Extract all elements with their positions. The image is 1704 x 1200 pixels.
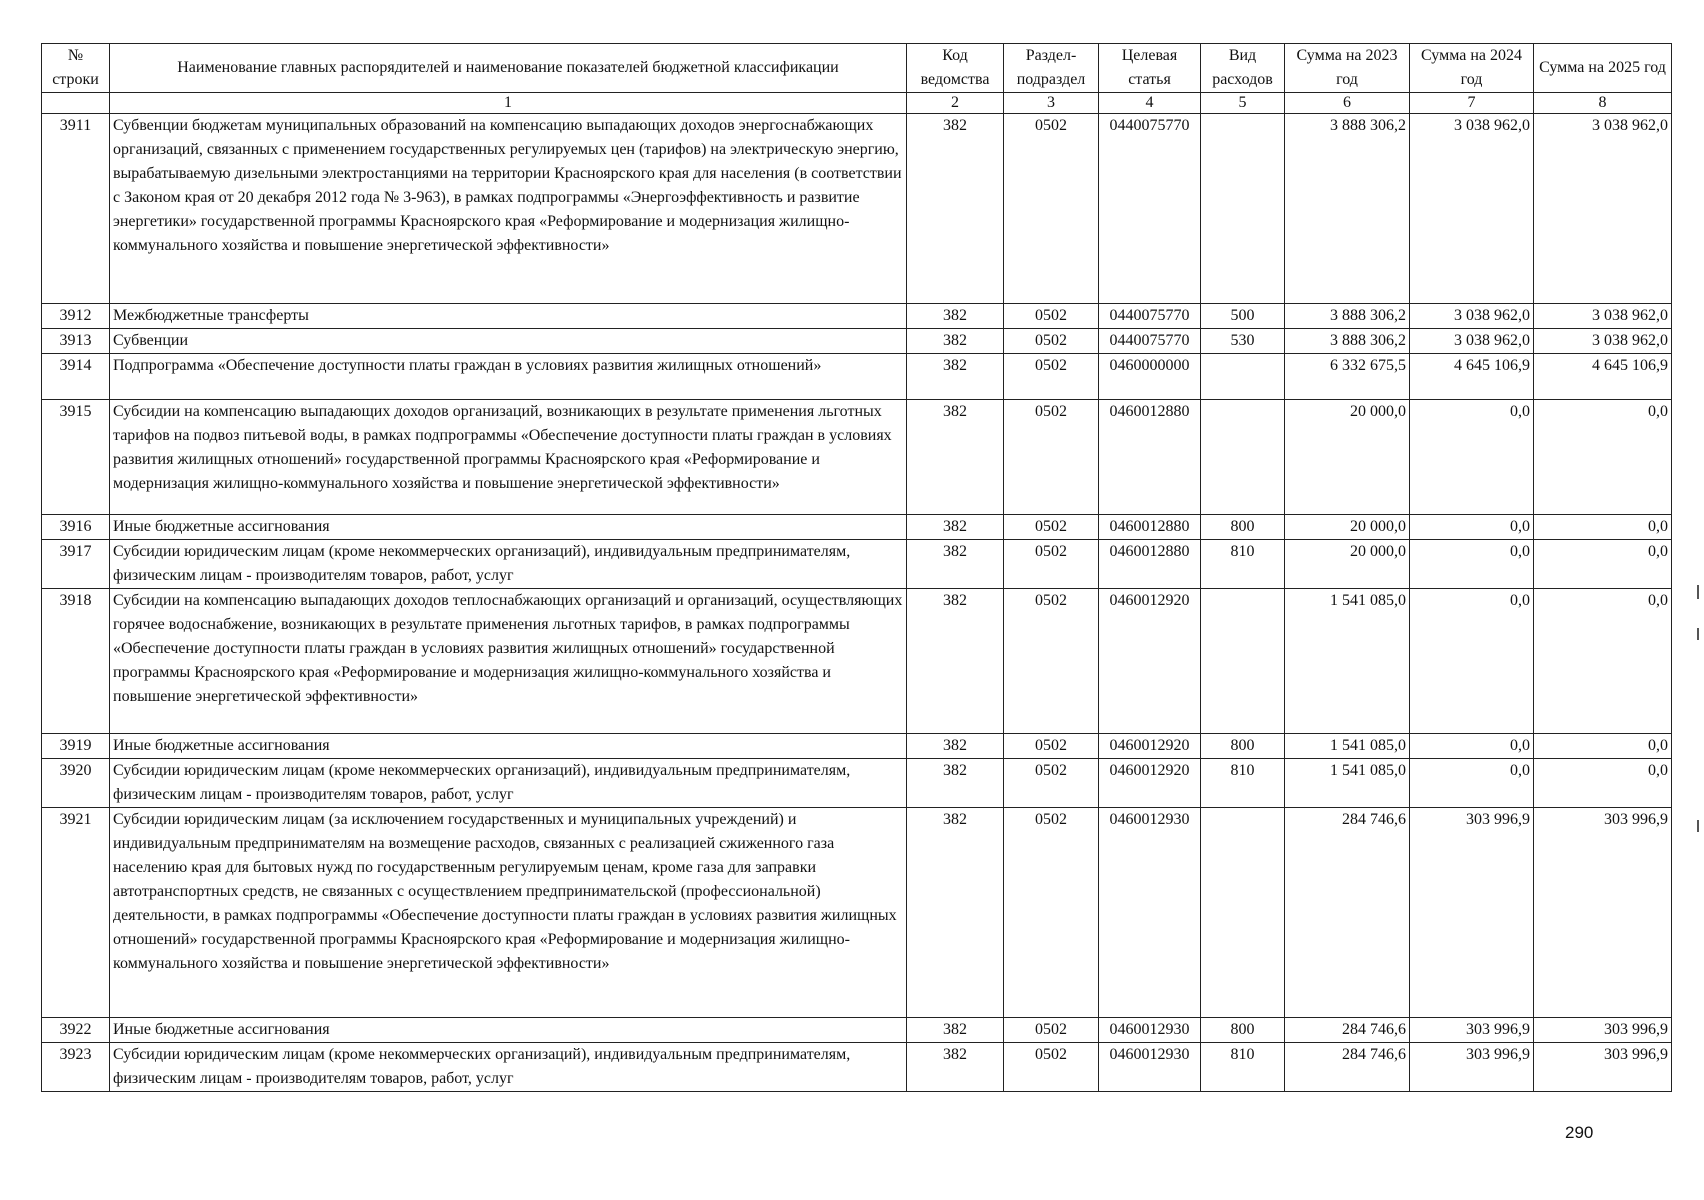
row-name: Субсидии юридическим лицам (кроме некоммерческих организаций), индивидуальным предпринимателям, физическим лицам - производителям товаров, работ, услуг [110,1043,907,1092]
row-section: 0502 [1004,329,1099,354]
row-sum-2023: 6 332 675,5 [1285,354,1410,400]
row-target: 0460012880 [1099,400,1201,515]
row-sum-2023: 1 541 085,0 [1285,759,1410,808]
row-code: 382 [907,329,1004,354]
row-type: 810 [1201,1043,1285,1092]
row-target: 0460000000 [1099,354,1201,400]
table-row [42,540,1672,589]
row-sum-2024: 0,0 [1410,589,1534,734]
row-target: 0460012920 [1099,759,1201,808]
row-code: 382 [907,114,1004,304]
table-row [42,1043,1672,1092]
row-name: Субсидии на компенсацию выпадающих доходов теплоснабжающих организаций и организаций, осуществляющих горячее водоснабжение, возникающих в результате применения льготных тарифов, в рамках подпрограммы «Обеспечение доступности платы граждан в условиях развития жилищных отношений» государственной программы Красноярского края «Реформирование и модернизация жилищно-коммунального хозяйства и повышение энергетической эффективности» [110,589,907,734]
header-sum-2023: Сумма на 2023 год [1285,44,1410,93]
header-row [42,44,1672,93]
row-sum-2025: 0,0 [1534,734,1672,759]
row-section: 0502 [1004,589,1099,734]
row-sum-2025: 0,0 [1534,759,1672,808]
row-code: 382 [907,304,1004,329]
row-name: Подпрограмма «Обеспечение доступности платы граждан в условиях развития жилищных отношений» [110,354,907,400]
row-sum-2024: 303 996,9 [1410,808,1534,1018]
row-code: 382 [907,589,1004,734]
header-type: Вид расходов [1201,44,1285,93]
row-code: 382 [907,354,1004,400]
row-target: 0460012930 [1099,1018,1201,1043]
row-sum-2023: 1 541 085,0 [1285,734,1410,759]
row-sum-2025: 303 996,9 [1534,1043,1672,1092]
col-num: 7 [1410,93,1534,114]
row-section: 0502 [1004,808,1099,1018]
row-number: 3922 [42,1018,110,1043]
col-num: 3 [1004,93,1099,114]
row-code: 382 [907,515,1004,540]
row-number: 3918 [42,589,110,734]
row-number: 3911 [42,114,110,304]
row-target: 0460012930 [1099,808,1201,1018]
row-sum-2023: 20 000,0 [1285,515,1410,540]
row-name: Субсидии юридическим лицам (кроме некоммерческих организаций), индивидуальным предпринимателям, физическим лицам - производителям товаров, работ, услуг [110,540,907,589]
row-sum-2023: 284 746,6 [1285,808,1410,1018]
row-name: Субсидии юридическим лицам (кроме некоммерческих организаций), индивидуальным предпринимателям, физическим лицам - производителям товаров, работ, услуг [110,759,907,808]
table-row [42,515,1672,540]
row-target: 0460012930 [1099,1043,1201,1092]
row-sum-2023: 284 746,6 [1285,1018,1410,1043]
header-sum-2024: Сумма на 2024 год [1410,44,1534,93]
row-number: 3920 [42,759,110,808]
row-sum-2024: 3 038 962,0 [1410,304,1534,329]
row-number: 3921 [42,808,110,1018]
table-row [42,759,1672,808]
row-section: 0502 [1004,304,1099,329]
table-row [42,114,1672,304]
row-section: 0502 [1004,540,1099,589]
row-name: Субсидии юридическим лицам (за исключением государственных и муниципальных учреждений) и индивидуальным предпринимателям на возмещение расходов, связанных с реализацией сжиженного газа населению края для бытовых нужд по государственным регулируемым ценам, кроме газа для заправки автотранспортных средств, не связанных с осуществлением предпринимательской (профессиональной) деятельности, в рамках подпрограммы «Обеспечение доступности платы граждан в условиях развития жилищных отношений» государственной программы Красноярского края «Реформирование и модернизация жилищно-коммунального хозяйства и повышение энергетической эффективности» [110,808,907,1018]
column-number-row [42,93,1672,114]
row-number: 3916 [42,515,110,540]
row-type: 800 [1201,1018,1285,1043]
row-number: 3919 [42,734,110,759]
table-row [42,354,1672,400]
scan-edge-mark [1697,585,1699,599]
row-sum-2024: 0,0 [1410,515,1534,540]
budget-document [41,43,1672,1092]
row-sum-2024: 0,0 [1410,540,1534,589]
table-row [42,400,1672,515]
row-target: 0460012880 [1099,540,1201,589]
row-number: 3914 [42,354,110,400]
row-code: 382 [907,400,1004,515]
row-section: 0502 [1004,1018,1099,1043]
row-target: 0440075770 [1099,114,1201,304]
row-sum-2024: 0,0 [1410,734,1534,759]
row-code: 382 [907,808,1004,1018]
row-number: 3917 [42,540,110,589]
row-type [1201,589,1285,734]
table-row [42,808,1672,1018]
row-target: 0460012920 [1099,734,1201,759]
header-sum-2025: Сумма на 2025 год [1534,44,1672,93]
row-sum-2024: 3 038 962,0 [1410,329,1534,354]
row-sum-2023: 3 888 306,2 [1285,304,1410,329]
row-name: Иные бюджетные ассигнования [110,1018,907,1043]
row-sum-2024: 0,0 [1410,759,1534,808]
row-sum-2025: 4 645 106,9 [1534,354,1672,400]
row-sum-2023: 20 000,0 [1285,540,1410,589]
row-number: 3923 [42,1043,110,1092]
row-type [1201,808,1285,1018]
col-num: 6 [1285,93,1410,114]
row-sum-2025: 303 996,9 [1534,1018,1672,1043]
row-code: 382 [907,734,1004,759]
row-number: 3915 [42,400,110,515]
row-sum-2024: 303 996,9 [1410,1018,1534,1043]
row-sum-2025: 0,0 [1534,400,1672,515]
row-sum-2024: 0,0 [1410,400,1534,515]
row-type: 500 [1201,304,1285,329]
row-name: Межбюджетные трансферты [110,304,907,329]
row-type [1201,114,1285,304]
row-code: 382 [907,759,1004,808]
row-type [1201,354,1285,400]
row-name: Иные бюджетные ассигнования [110,734,907,759]
row-sum-2025: 3 038 962,0 [1534,329,1672,354]
row-target: 0460012920 [1099,589,1201,734]
row-code: 382 [907,1018,1004,1043]
row-section: 0502 [1004,759,1099,808]
row-number: 3912 [42,304,110,329]
row-target: 0460012880 [1099,515,1201,540]
scan-edge-mark [1697,820,1699,832]
row-sum-2025: 0,0 [1534,589,1672,734]
header-code: Код ведомства [907,44,1004,93]
row-sum-2023: 1 541 085,0 [1285,589,1410,734]
row-section: 0502 [1004,400,1099,515]
budget-table [41,43,1672,1092]
row-name: Субсидии на компенсацию выпадающих доходов организаций, возникающих в результате применения льготных тарифов на подвоз питьевой воды, в рамках подпрограммы «Обеспечение доступности платы граждан в условиях развития жилищных отношений» государственной программы Красноярского края «Реформирование и модернизация жилищно-коммунального хозяйства и повышение энергетической эффективности» [110,400,907,515]
row-code: 382 [907,1043,1004,1092]
table-row [42,329,1672,354]
row-number: 3913 [42,329,110,354]
row-section: 0502 [1004,515,1099,540]
col-num: 1 [110,93,907,114]
row-target: 0440075770 [1099,304,1201,329]
header-section: Раздел-подраздел [1004,44,1099,93]
row-sum-2023: 3 888 306,2 [1285,114,1410,304]
page-number: 290 [1565,1123,1594,1142]
row-name: Субвенции бюджетам муниципальных образований на компенсацию выпадающих доходов энергоснабжающих организаций, связанных с применением государственных регулируемых цен (тарифов) на электрическую энергию, вырабатываемую дизельными электростанциями на территории Красноярского края для населения (в соответствии с Законом края от 20 декабря 2012 года № 3-963), в рамках подпрограммы «Энергоэффективность и развитие энергетики» государственной программы Красноярского края «Реформирование и модернизация жилищно-коммунального хозяйства и повышение энергетической эффективности» [110,114,907,304]
row-sum-2024: 4 645 106,9 [1410,354,1534,400]
table-row [42,1018,1672,1043]
row-section: 0502 [1004,354,1099,400]
row-sum-2024: 303 996,9 [1410,1043,1534,1092]
row-target: 0440075770 [1099,329,1201,354]
col-num: 5 [1201,93,1285,114]
scan-edge-mark [1697,628,1699,640]
row-section: 0502 [1004,114,1099,304]
header-row-no: № строки [42,44,110,93]
row-sum-2025: 303 996,9 [1534,808,1672,1018]
table-row [42,589,1672,734]
row-type: 800 [1201,734,1285,759]
row-type: 530 [1201,329,1285,354]
row-sum-2025: 3 038 962,0 [1534,114,1672,304]
row-name: Субвенции [110,329,907,354]
row-sum-2025: 3 038 962,0 [1534,304,1672,329]
row-type: 810 [1201,759,1285,808]
row-name: Иные бюджетные ассигнования [110,515,907,540]
row-sum-2023: 284 746,6 [1285,1043,1410,1092]
row-sum-2024: 3 038 962,0 [1410,114,1534,304]
col-num: 2 [907,93,1004,114]
row-section: 0502 [1004,734,1099,759]
table-row [42,304,1672,329]
row-section: 0502 [1004,1043,1099,1092]
row-sum-2025: 0,0 [1534,515,1672,540]
row-code: 382 [907,540,1004,589]
row-sum-2023: 20 000,0 [1285,400,1410,515]
row-type [1201,400,1285,515]
row-sum-2025: 0,0 [1534,540,1672,589]
row-sum-2023: 3 888 306,2 [1285,329,1410,354]
table-row [42,734,1672,759]
row-type: 810 [1201,540,1285,589]
col-num: 8 [1534,93,1672,114]
row-type: 800 [1201,515,1285,540]
header-name: Наименование главных распорядителей и наименование показателей бюджетной классификации [110,44,907,93]
col-num: 4 [1099,93,1201,114]
col-num [42,93,110,114]
header-target: Целевая статья [1099,44,1201,93]
